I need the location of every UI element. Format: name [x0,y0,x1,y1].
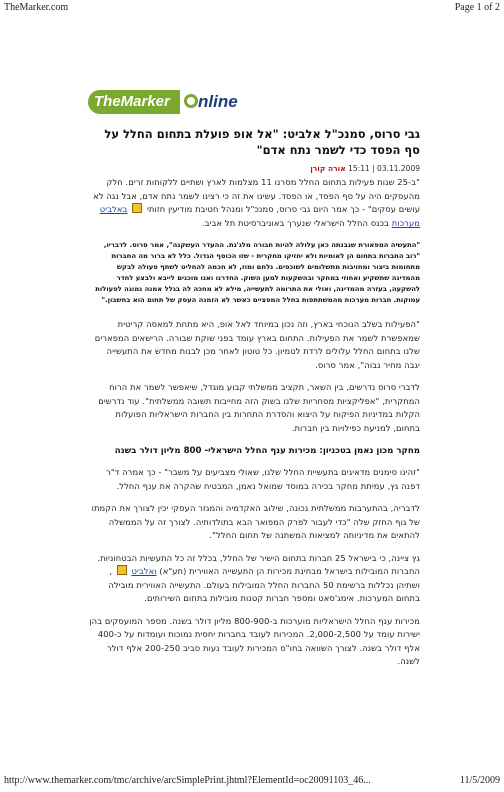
article-byline [88,164,420,174]
footer-url: http://www.themarker.com/tmc/archive/arcSimplePrint.jhtml?ElementId=oc20091103_46... [4,775,371,786]
print-footer [4,775,500,789]
paragraph-2: "הפעילות בשלב הנוכחי בארץ, וזה נכון במיוחד לאל אופ, היא מתחת למאסה קריטית שמאפשרת לשמר את הפעילות. התחום בארץ עומד בפני שוקת שבורה. הרישאים המפארים שלנו בתחום החלל עלולים לרדת לטמיון. כל טוטון לאחר מכן לבנות מחדש את התעשייה יגבה מחיר גבוה", אמר סרוס. [94,319,420,370]
themarker-online-logo [88,90,238,114]
paragraph-6: גץ ציינה, כי בישראל 25 חברות בתחום הישיר של החלל, בכלל זה כל התעשיות הבטחוניות. החברות המובילות בישראל מבחינת מכירות הן התעשייה האווירית (תע"א) ואלביט , ושתיהן נכללות ברשימת 50 החברות החלל המובילות בעולם. התעשייה האווירית מובילה בתחום המערכות. אימג'סאט ומספר חברות קטנות מובילות בתחום השירותים. [97,552,420,603]
stock-icon[interactable] [117,565,127,575]
byline-date: 03.11.2009 | 15:11 [348,164,420,173]
site-name: TheMarker.com [4,2,69,13]
footer-date: 11/5/2009 [459,775,500,786]
print-header [4,2,500,16]
paragraph-7: מכירות ענף החלל הישראליות מוערכות ב-800-900 מליון דולר בשנה. מספר המועסקים בהן ישירות עומד על 2,000-2,500. המכירות לעובד בחברות יחסית נמוכות ועומדות על כ-400 אלף דולר בשנה. לצורך השוואה בחו"ס המכירות לעובד נעות סביב 200-250 אלף דולר לשנה. [89,615,420,666]
stock-icon[interactable] [132,203,142,213]
paragraph-5: לדבריה, בהתערבות ממשלתית נכונה, שילוב האקדמיה והמגזר העסקי יכין לצורך את הקמתו של גוף החזק שלה "כדי לעבור לפרק המפואר הבא בתולדותיה. לצורך זה על הממשלה להתאים את מדיניותה למציאות המשתנה של תחום החלל". [91,503,420,540]
article-title: גבי סרוס, סמנכ"ל אלביט: "אל אופ פועלת בתחום החלל על סף הפסד כדי לשמר נתח אדם" [104,127,420,157]
page-number: Page 1 of 2 [454,2,500,13]
quote-box: "התעשיה המפאורת שנבנתה כאן עלולה להיות חבורה מלג'נת. ההעדר העשקנה", אמר סרוס. לדבריו, "רוב החברות בתחום הן לאומיות ולא יחזיקו מחקרית - שזו הכוסף הגדול. כלל לא ברור מה החברות מתחומות ביצור ומחויבות מתשלומים לשוכפים. נלחם ומוז, לא חכמה להחליט לשתף פעולה לבקש מהמדינה שתשקיע ואחוזי במחקר ובהשקעות למען השוק. החדרנו ואנו מוכנים לייבא ולבצע לחדר להשקעה, בעזרה מהמדינה, ואולי את התרומה לתעשייה, מילא לא מחכה לה בגלל אמנה נמונה לפעולות עמוקות. חברות מערכות מהמשתתפות בחלל המפציים כאשר לא הזמנה העסק של תחום הוא בחשבון." [95,241,420,304]
paragraph-4: "זהינו סימנים מדאיגים בתעשיית החלל שלנו, שאולי מצביעים על משבר" - כך אמרה ד"ר דפנה גץ, עמיתת מחקר בכירה במוסד שמואל נאמן, המבטיח שהקרה את ענף החלל. [106,467,420,491]
logo-themarker: TheMarker [88,90,180,114]
byline-author[interactable]: אורה קורן [310,164,346,173]
elbit-link-2[interactable]: ואלביט [131,566,157,576]
logo-online-o-icon [184,94,198,108]
paragraph-1: "ב-25 שנות פעילות בתחום החלל מסרנו 11 מצלמות לארץ ושתיים ללקוחות זרים. חלק מהעסקים היה על סף הפסד, או הפסד. עשינו את זה כי רצינו לשמר נתח אדם, אבל נגה לא עושים עסקים" - כך אמר היום גבי סרוס, סמנכ"ל ומנהל חטיבת מודיעין חזותי באלביט מערכות בכנס החלל הישראלי שנערך באוניברסיטת תל אביב. [93,177,420,228]
logo-online: nline [184,90,238,114]
elbit-link[interactable]: באלביט מערכות [99,204,420,228]
paragraph-3: לדברי סרוס נדרשים, בין השאר, תקציב ממשלתי קבוע מוגדל, שיאפשר לשמר את הרוח המחקרית, "אפליקציות מסחריות שלנו בשוק הזה מחייבות תשובה ממשלתית". עוד נדרשים הקלות במדיניות הפיקוח על היצוא והסדרת התחרות בין החברות הישראליות הפועלות בתחום, למניעת כפילויות בין חברות. [98,382,420,433]
subheading: מחקר מכון נאמן בטכניון: מכירות ענף החלל הישראלי- 800 מליון דולר בשנה [114,446,420,456]
article [88,126,420,678]
